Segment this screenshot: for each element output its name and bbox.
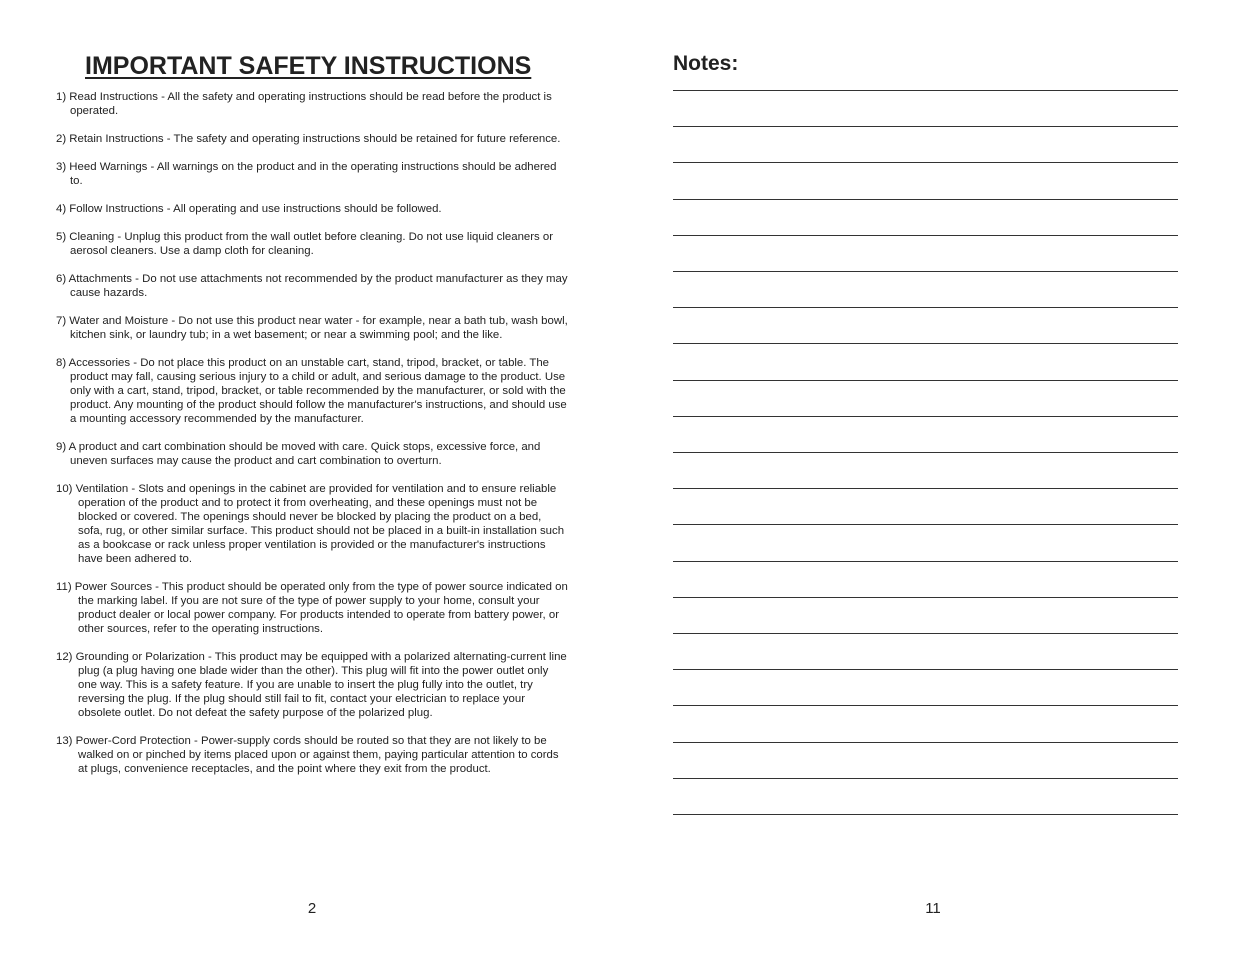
notes-title: Notes: — [673, 52, 739, 75]
note-line — [673, 90, 1178, 91]
note-line — [673, 126, 1178, 127]
instruction-item: 5) Cleaning - Unplug this product from the wall outlet before cleaning. Do not use liquid cleaners or aerosol cleaners. Use a damp cloth for cleaning. — [56, 231, 554, 257]
note-line — [673, 705, 1178, 706]
note-line — [673, 162, 1178, 163]
instruction-item: 12) Grounding or Polarization - This product may be equipped with a polarized alternating-current line plug (a plug having one blade wider than the other). This plug will fit into the power outlet only one way. This is a safety feature. If you are unable to insert the plug fully into the outlet, try reversing the plug. If the plug should still fail to fit, contact your electrician to replace your obsolete outlet. Do not defeat the safety purpose of the polarized plug. — [56, 651, 567, 719]
note-line — [673, 271, 1178, 272]
note-line — [673, 235, 1178, 236]
instruction-item: 9) A product and cart combination should be moved with care. Quick stops, excessive force, and uneven surfaces may cause the product and cart combination to overturn. — [56, 441, 541, 467]
note-line — [673, 199, 1178, 200]
instruction-item: 13) Power-Cord Protection - Power-supply cords should be routed so that they are not likely to be walked on or pinched by items placed upon or against them, paying particular attention to cords at plugs, convenience receptacles, and the point where they exit from the product. — [56, 735, 559, 775]
note-line — [673, 524, 1178, 525]
note-line — [673, 488, 1178, 489]
note-line — [673, 380, 1178, 381]
instruction-item: 10) Ventilation - Slots and openings in the cabinet are provided for ventilation and to ensure reliable operation of the product and to protect it from overheating, and these openings must not be blocked or covered. The openings should never be blocked by placing the product on a bed, sofa, rug, or other similar surface. This product should not be placed in a built-in installation such as a bookcase or rack unless proper ventilation is provided or the manufacturer's instructions have been adhered to. — [56, 483, 565, 565]
instruction-item: 11) Power Sources - This product should be operated only from the type of power source indicated on the marking label. If you are not sure of the type of power supply to your home, consult your product dealer or local power company. For products intended to operate from battery power, or other sources, refer to the operating instructions. — [56, 581, 568, 635]
instruction-item: 4) Follow Instructions - All operating and use instructions should be followed. — [56, 203, 442, 215]
note-line — [673, 669, 1178, 670]
page-number: 2 — [307, 900, 317, 917]
instruction-item: 2) Retain Instructions - The safety and operating instructions should be retained for future reference. — [56, 133, 561, 145]
note-line — [673, 778, 1178, 779]
note-line — [673, 452, 1178, 453]
instruction-item: 7) Water and Moisture - Do not use this product near water - for example, near a bath tub, wash bowl, kitchen sink, or laundry tub; in a wet basement; or near a swimming pool; and the like. — [56, 315, 568, 341]
safety-instructions-list — [56, 90, 568, 790]
note-line — [673, 742, 1178, 743]
note-line — [673, 814, 1178, 815]
right-page — [617, 0, 1235, 954]
note-line — [673, 416, 1178, 417]
note-line — [673, 343, 1178, 344]
instruction-item: 3) Heed Warnings - All warnings on the product and in the operating instructions should be adhered to. — [56, 161, 557, 187]
instruction-item: 8) Accessories - Do not place this product on an unstable cart, stand, tripod, bracket, or table. The product may fall, causing serious injury to a child or adult, and serious damage to the product. Use only with a cart, stand, tripod, bracket, or table recommended by the manufacturer, or sold with the product. Any mounting of the product should follow the manufacturer's instructions, and should use a mounting accessory recommended by the manufacturer. — [56, 357, 567, 425]
note-line — [673, 633, 1178, 634]
note-line — [673, 307, 1178, 308]
page-title: IMPORTANT SAFETY INSTRUCTIONS — [85, 52, 532, 80]
instruction-item: 1) Read Instructions - All the safety and operating instructions should be read before the product is operated. — [56, 91, 552, 117]
page-number: 11 — [925, 900, 941, 917]
left-page — [0, 0, 617, 954]
note-line — [673, 561, 1178, 562]
instruction-item: 6) Attachments - Do not use attachments not recommended by the product manufacturer as they may cause hazards. — [56, 273, 568, 299]
note-line — [673, 597, 1178, 598]
